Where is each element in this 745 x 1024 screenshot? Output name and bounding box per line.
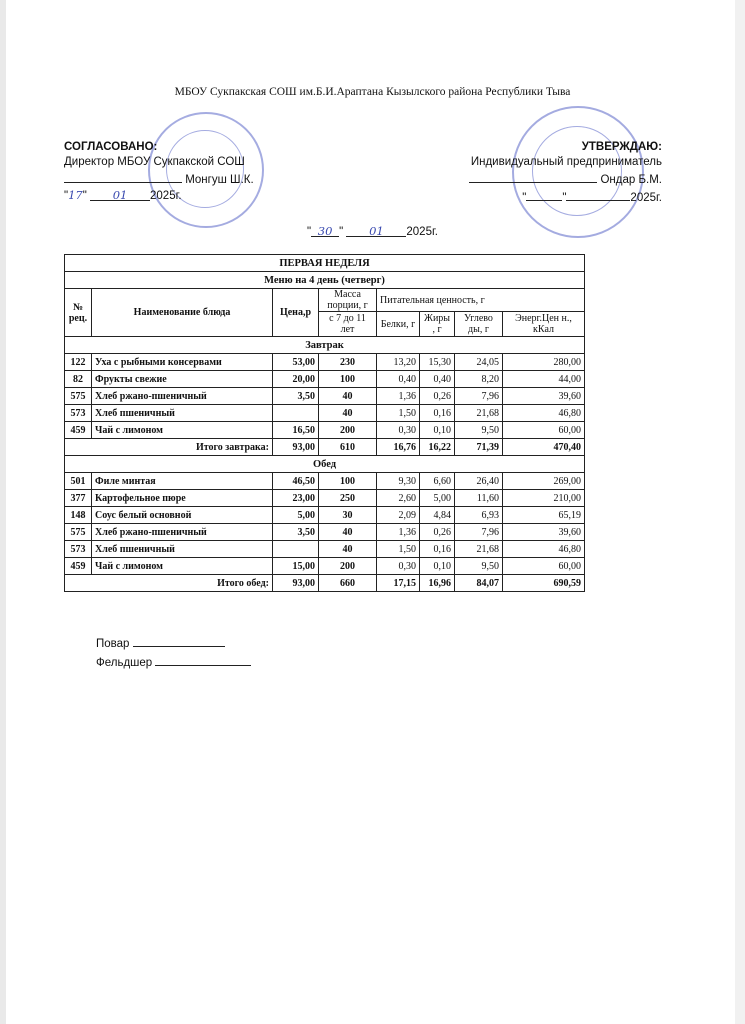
lunch-price: 5,00: [273, 507, 319, 524]
breakfast-dish-name: Фрукты свежие: [92, 371, 273, 388]
week-title-row: [65, 255, 585, 272]
approval-left-title: СОГЛАСОВАНО:: [64, 141, 158, 153]
breakfast-carbs: 7,96: [455, 388, 503, 405]
breakfast-dish-name: Хлеб пшеничный: [92, 405, 273, 422]
breakfast-mass: 40: [319, 388, 377, 405]
breakfast-rec-number: 459: [65, 422, 92, 439]
day-title-row: [65, 272, 585, 289]
lunch-row: [65, 507, 585, 524]
lunch-carbs: 11,60: [455, 490, 503, 507]
breakfast-fat: 0,26: [420, 388, 455, 405]
lunch-mass: 40: [319, 541, 377, 558]
approval-left-position: Директор МБОУ Сукпакской СОШ: [64, 156, 245, 168]
header-dish: Наименование блюда: [92, 289, 273, 337]
breakfast-fat: 0,16: [420, 405, 455, 422]
breakfast-carbs: 9,50: [455, 422, 503, 439]
lunch-rows: [65, 473, 585, 575]
lunch-carbs: 26,40: [455, 473, 503, 490]
breakfast-protein: 13,20: [377, 354, 420, 371]
breakfast-total-protein: 16,76: [377, 439, 420, 456]
lunch-protein: 0,30: [377, 558, 420, 575]
breakfast-protein: 0,30: [377, 422, 420, 439]
breakfast-dish-name: Чай с лимоном: [92, 422, 273, 439]
breakfast-total-mass: 610: [319, 439, 377, 456]
breakfast-dish-name: Уха с рыбными консервами: [92, 354, 273, 371]
week-title: ПЕРВАЯ НЕДЕЛЯ: [65, 255, 585, 272]
lunch-price: 15,00: [273, 558, 319, 575]
lunch-rec-number: 573: [65, 541, 92, 558]
lunch-price: 3,50: [273, 524, 319, 541]
lunch-energy: 210,00: [503, 490, 585, 507]
breakfast-total-fat: 16,22: [420, 439, 455, 456]
lunch-row: [65, 473, 585, 490]
lunch-rec-number: 459: [65, 558, 92, 575]
approval-right-title: УТВЕРЖДАЮ:: [581, 141, 662, 153]
breakfast-total-row: [65, 439, 585, 456]
lunch-dish-name: Соус белый основной: [92, 507, 273, 524]
header-carbs: Углево ды, г: [455, 312, 503, 337]
lunch-carbs: 9,50: [455, 558, 503, 575]
breakfast-mass: 230: [319, 354, 377, 371]
lunch-dish-name: Филе минтая: [92, 473, 273, 490]
lunch-row: [65, 541, 585, 558]
menu-table: [64, 254, 585, 592]
lunch-total-protein: 17,15: [377, 575, 420, 592]
header-fat: Жиры , г: [420, 312, 455, 337]
medic-signature-line: [96, 653, 251, 672]
header-price: Цена,р: [273, 289, 319, 337]
lunch-total-fat: 16,96: [420, 575, 455, 592]
scan-edge-right: [735, 0, 745, 1024]
lunch-total-mass: 660: [319, 575, 377, 592]
lunch-total-carbs: 84,07: [455, 575, 503, 592]
breakfast-total-price: 93,00: [273, 439, 319, 456]
breakfast-mass: 40: [319, 405, 377, 422]
breakfast-price: 16,50: [273, 422, 319, 439]
section-breakfast-row: [65, 337, 585, 354]
lunch-carbs: 6,93: [455, 507, 503, 524]
lunch-protein: 1,36: [377, 524, 420, 541]
lunch-dish-name: Хлеб ржано-пшеничный: [92, 524, 273, 541]
approval-right-year: 2025г.: [630, 192, 662, 204]
breakfast-energy: 46,80: [503, 405, 585, 422]
breakfast-protein: 1,50: [377, 405, 420, 422]
lunch-mass: 100: [319, 473, 377, 490]
breakfast-dish-name: Хлеб ржано-пшеничный: [92, 388, 273, 405]
breakfast-fat: 0,40: [420, 371, 455, 388]
approval-right-name-line: [380, 170, 662, 188]
menu-date-year: 2025г.: [406, 226, 438, 238]
approval-left-day: 17: [68, 188, 83, 202]
breakfast-energy: 44,00: [503, 371, 585, 388]
lunch-mass: 200: [319, 558, 377, 575]
breakfast-carbs: 21,68: [455, 405, 503, 422]
approval-left-year: 2025г.: [150, 190, 182, 202]
lunch-row: [65, 558, 585, 575]
lunch-energy: 46,80: [503, 541, 585, 558]
lunch-dish-name: Чай с лимоном: [92, 558, 273, 575]
breakfast-row: [65, 405, 585, 422]
section-lunch-row: [65, 456, 585, 473]
breakfast-carbs: 24,05: [455, 354, 503, 371]
breakfast-price: 53,00: [273, 354, 319, 371]
lunch-energy: 60,00: [503, 558, 585, 575]
lunch-total-label: Итого обед:: [65, 575, 273, 592]
menu-date-line: " 30 " 01 2025г.: [307, 224, 438, 238]
breakfast-price: 20,00: [273, 371, 319, 388]
lunch-protein: 9,30: [377, 473, 420, 490]
approval-right-name: Ондар Б.М.: [600, 174, 662, 186]
signatures-footer: [96, 634, 251, 672]
breakfast-price: [273, 405, 319, 422]
breakfast-rec-number: 575: [65, 388, 92, 405]
cook-signature: [133, 634, 225, 647]
lunch-total-price: 93,00: [273, 575, 319, 592]
lunch-fat: 5,00: [420, 490, 455, 507]
lunch-mass: 250: [319, 490, 377, 507]
breakfast-protein: 0,40: [377, 371, 420, 388]
signature-line-right: [469, 170, 597, 183]
approval-left-month: 01: [112, 188, 128, 202]
approval-left-name: Монгуш Ш.К.: [185, 174, 254, 186]
breakfast-rec-number: 122: [65, 354, 92, 371]
breakfast-carbs: 8,20: [455, 371, 503, 388]
breakfast-row: [65, 371, 585, 388]
breakfast-rec-number: 573: [65, 405, 92, 422]
lunch-fat: 0,16: [420, 541, 455, 558]
breakfast-row: [65, 422, 585, 439]
lunch-rec-number: 148: [65, 507, 92, 524]
menu-date-day: 30: [311, 224, 339, 237]
section-breakfast-title: Завтрак: [65, 337, 585, 354]
lunch-total-row: [65, 575, 585, 592]
breakfast-total-energy: 470,40: [503, 439, 585, 456]
cook-label: Повар: [96, 638, 130, 650]
header-nutrition: Питательная ценность, г: [377, 289, 585, 312]
lunch-rec-number: 377: [65, 490, 92, 507]
approval-right-date-line: " " 2025г.: [380, 188, 662, 206]
header-energy: Энерг.Цен н., кКал: [503, 312, 585, 337]
breakfast-rec-number: 82: [65, 371, 92, 388]
lunch-mass: 30: [319, 507, 377, 524]
lunch-rec-number: 501: [65, 473, 92, 490]
lunch-dish-name: Картофельное пюре: [92, 490, 273, 507]
lunch-dish-name: Хлеб пшеничный: [92, 541, 273, 558]
breakfast-total-carbs: 71,39: [455, 439, 503, 456]
lunch-energy: 269,00: [503, 473, 585, 490]
menu-date-month: 01: [346, 224, 406, 237]
lunch-price: [273, 541, 319, 558]
scan-edge-left: [0, 0, 6, 1024]
breakfast-mass: 200: [319, 422, 377, 439]
lunch-protein: 2,09: [377, 507, 420, 524]
lunch-row: [65, 490, 585, 507]
header-mass-sub: с 7 до 11 лет: [319, 312, 377, 337]
breakfast-row: [65, 388, 585, 405]
approval-left-name-line: [64, 170, 254, 188]
breakfast-row: [65, 354, 585, 371]
lunch-price: 23,00: [273, 490, 319, 507]
lunch-carbs: 21,68: [455, 541, 503, 558]
breakfast-energy: 39,60: [503, 388, 585, 405]
breakfast-mass: 100: [319, 371, 377, 388]
organization-title: МБОУ Сукпакская СОШ им.Б.И.Араптана Кызылского района Республики Тыва: [174, 86, 571, 98]
lunch-fat: 4,84: [420, 507, 455, 524]
lunch-protein: 2,60: [377, 490, 420, 507]
breakfast-energy: 280,00: [503, 354, 585, 371]
header-mass: Масса порции, г: [319, 289, 377, 312]
section-lunch-title: Обед: [65, 456, 585, 473]
breakfast-fat: 0,10: [420, 422, 455, 439]
lunch-energy: 39,60: [503, 524, 585, 541]
medic-signature: [155, 653, 251, 666]
approval-left-date-line: "17" 01 2025г.: [64, 188, 182, 202]
approval-right-block: [380, 140, 662, 206]
header-rec-no: № рец.: [65, 289, 92, 337]
lunch-fat: 0,26: [420, 524, 455, 541]
lunch-carbs: 7,96: [455, 524, 503, 541]
medic-label: Фельдшер: [96, 657, 153, 669]
lunch-fat: 0,10: [420, 558, 455, 575]
lunch-row: [65, 524, 585, 541]
header-row-1: [65, 289, 585, 312]
breakfast-price: 3,50: [273, 388, 319, 405]
approval-right-position: Индивидуальный предприниматель: [470, 156, 662, 168]
header-protein: Белки, г: [377, 312, 420, 337]
breakfast-energy: 60,00: [503, 422, 585, 439]
breakfast-protein: 1,36: [377, 388, 420, 405]
lunch-protein: 1,50: [377, 541, 420, 558]
approval-left-block: [64, 140, 254, 204]
lunch-total-energy: 690,59: [503, 575, 585, 592]
cook-signature-line: [96, 634, 251, 653]
lunch-rec-number: 575: [65, 524, 92, 541]
lunch-mass: 40: [319, 524, 377, 541]
day-title: Меню на 4 день (четверг): [65, 272, 585, 289]
breakfast-fat: 15,30: [420, 354, 455, 371]
lunch-energy: 65,19: [503, 507, 585, 524]
approval-left-month-line: [90, 188, 150, 201]
lunch-price: 46,50: [273, 473, 319, 490]
signature-line-left: [64, 170, 182, 183]
approval-right-day-line: [526, 188, 562, 201]
breakfast-rows: [65, 354, 585, 439]
approval-right-month-line: [566, 188, 630, 201]
lunch-fat: 6,60: [420, 473, 455, 490]
breakfast-total-label: Итого завтрака:: [65, 439, 273, 456]
